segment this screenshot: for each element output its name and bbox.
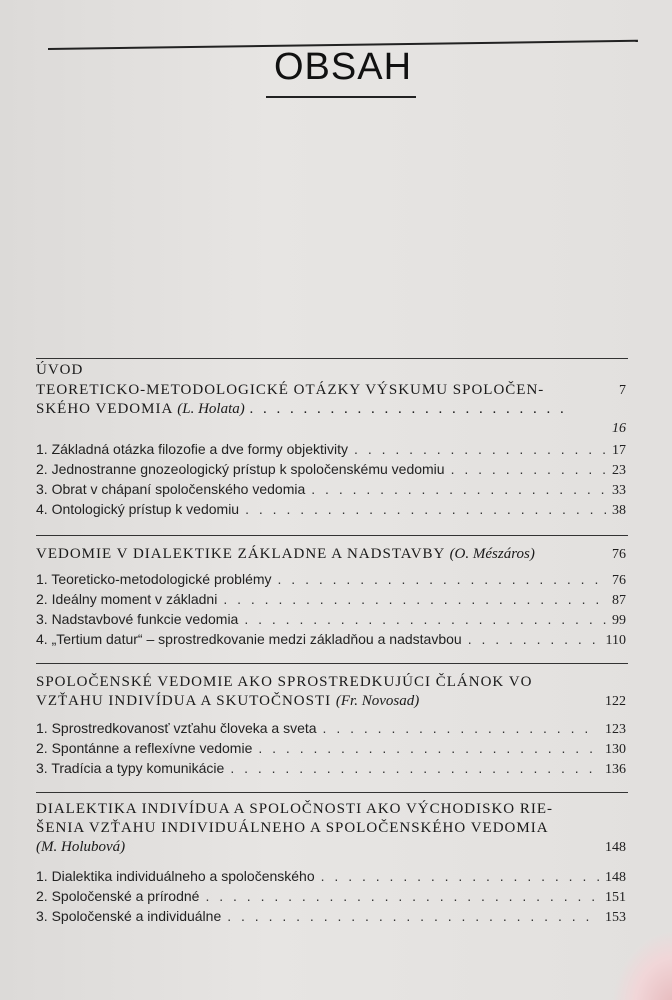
intro-label: ÚVOD <box>36 362 84 378</box>
section-page: 76 <box>612 547 626 562</box>
leader-dots <box>223 590 606 609</box>
section-heading <box>36 838 605 857</box>
entry-page: 148 <box>605 870 626 885</box>
section-page: 122 <box>605 694 626 709</box>
section-heading-line: SPOLOČENSKÉ VEDOMIE AKO SPROSTREDKUJÚCI ČLÁNOK VO <box>36 674 533 690</box>
leader-dots <box>227 907 599 926</box>
section-divider <box>36 663 628 664</box>
intro-page: 7 <box>619 383 626 398</box>
section-divider <box>36 792 628 793</box>
section-heading-line: TEORETICKO-METODOLOGICKÉ OTÁZKY VÝSKUMU SPOLOČEN- <box>36 382 545 398</box>
toc-intro <box>36 361 626 380</box>
section-author: (L. Holata) <box>177 401 245 417</box>
toc-entry <box>36 907 626 927</box>
leader-dots: . . . . . . . . . . . . . . . . . . . . . . . . <box>249 401 567 417</box>
page-title: OBSAH <box>273 46 413 88</box>
toc-entry <box>36 460 626 480</box>
bleed-through-text <box>40 100 640 360</box>
leader-dots <box>323 719 599 738</box>
leader-dots <box>468 630 600 649</box>
entry-page: 23 <box>612 463 626 478</box>
toc-section-1 <box>36 381 626 520</box>
leader-dots <box>278 570 606 589</box>
leader-dots <box>245 500 606 519</box>
section-heading <box>36 692 605 711</box>
toc-section-4 <box>36 800 626 927</box>
section-heading-row <box>36 381 626 400</box>
toc-entry <box>36 719 626 739</box>
toc-section-3 <box>36 673 626 779</box>
entry-title: 1. Teoreticko-metodologické problémy <box>36 571 272 587</box>
section-heading-line: ŠENIA VZŤAHU INDIVIDUÁLNEHO A SPOLOČENSKÉHO VEDOMIA <box>36 820 549 836</box>
section-author: (M. Holubová) <box>36 839 126 855</box>
section-author: (Fr. Novosad) <box>335 693 420 709</box>
section-heading-row <box>36 838 626 857</box>
entry-page: 87 <box>612 593 626 608</box>
section-divider <box>36 358 628 359</box>
entry-title: 2. Spoločenské a prírodné <box>36 888 200 904</box>
leader-dots <box>311 480 606 499</box>
section-heading-row <box>36 692 626 711</box>
toc-entry <box>36 610 626 630</box>
entry-title: 2. Spontánne a reflexívne vedomie <box>36 740 253 756</box>
toc-entry <box>36 739 626 759</box>
entry-page: 33 <box>612 483 626 498</box>
entry-title: 4. Ontologický prístup k vedomiu <box>36 501 240 517</box>
leader-dots <box>321 867 599 886</box>
page-corner-shadow <box>612 930 672 1000</box>
toc-entry <box>36 480 626 500</box>
entry-page: 153 <box>605 910 626 925</box>
section-heading-line: SKÉHO VEDOMIA <box>36 401 173 417</box>
entry-page: 76 <box>612 573 626 588</box>
section-author: (O. Mészáros) <box>449 546 535 562</box>
section-heading-line: VEDOMIE V DIALEKTIKE ZÁKLADNE A NADSTAVBY <box>36 546 445 562</box>
entry-page: 99 <box>612 613 626 628</box>
entry-page: 123 <box>605 722 626 737</box>
section-heading <box>36 400 626 419</box>
toc-entry <box>36 590 626 610</box>
leader-dots <box>258 739 599 758</box>
toc-entry <box>36 440 626 460</box>
toc-entry <box>36 867 626 887</box>
entry-title: 2. Ideálny moment v základni <box>36 591 218 607</box>
section-page: 148 <box>605 840 626 855</box>
toc-entry <box>36 570 626 590</box>
leader-dots <box>205 887 599 906</box>
leader-dots <box>230 759 599 778</box>
leader-dots <box>354 440 606 459</box>
toc-entry <box>36 630 626 650</box>
section-divider <box>36 535 628 536</box>
entry-page: 17 <box>612 443 626 458</box>
entry-page: 151 <box>605 890 626 905</box>
section-heading-line: DIALEKTIKA INDIVÍDUA A SPOLOČNOSTI AKO VÝCHODISKO RIE- <box>36 801 554 817</box>
entry-title: 3. Nadstavbové funkcie vedomia <box>36 611 239 627</box>
toc-section-2 <box>36 545 626 650</box>
toc-entry <box>36 500 626 520</box>
entry-title: 3. Spoločenské a individuálne <box>36 908 222 924</box>
entry-page: 38 <box>612 503 626 518</box>
entry-title: 3. Obrat v chápaní spoločenského vedomia <box>36 481 306 497</box>
section-heading-line: VZŤAHU INDIVÍDUA A SKUTOČNOSTI <box>36 693 332 709</box>
section-page: 16 <box>612 421 626 436</box>
entry-page: 136 <box>605 762 626 777</box>
entry-title: 1. Základná otázka filozofie a dve formy objektivity <box>36 441 349 457</box>
toc-entry <box>36 887 626 907</box>
entry-title: 2. Jednostranne gnozeologický prístup k spoločenskému vedomiu <box>36 461 445 477</box>
leader-dots <box>451 460 606 479</box>
title-underline <box>266 96 416 98</box>
entry-title: 1. Sprostredkovanosť vzťahu človeka a sveta <box>36 720 317 736</box>
entry-title: 4. „Tertium datur“ – sprostredkovanie medzi základňou a nadstavbou <box>36 631 462 647</box>
entry-title: 1. Dialektika individuálneho a spoločenského <box>36 868 315 884</box>
entry-page: 130 <box>605 742 626 757</box>
leader-dots <box>244 610 606 629</box>
section-heading <box>36 545 612 564</box>
entry-page: 110 <box>605 633 626 648</box>
toc-entry <box>36 759 626 779</box>
entry-title: 3. Tradícia a typy komunikácie <box>36 760 225 776</box>
section-heading-row <box>36 545 626 564</box>
